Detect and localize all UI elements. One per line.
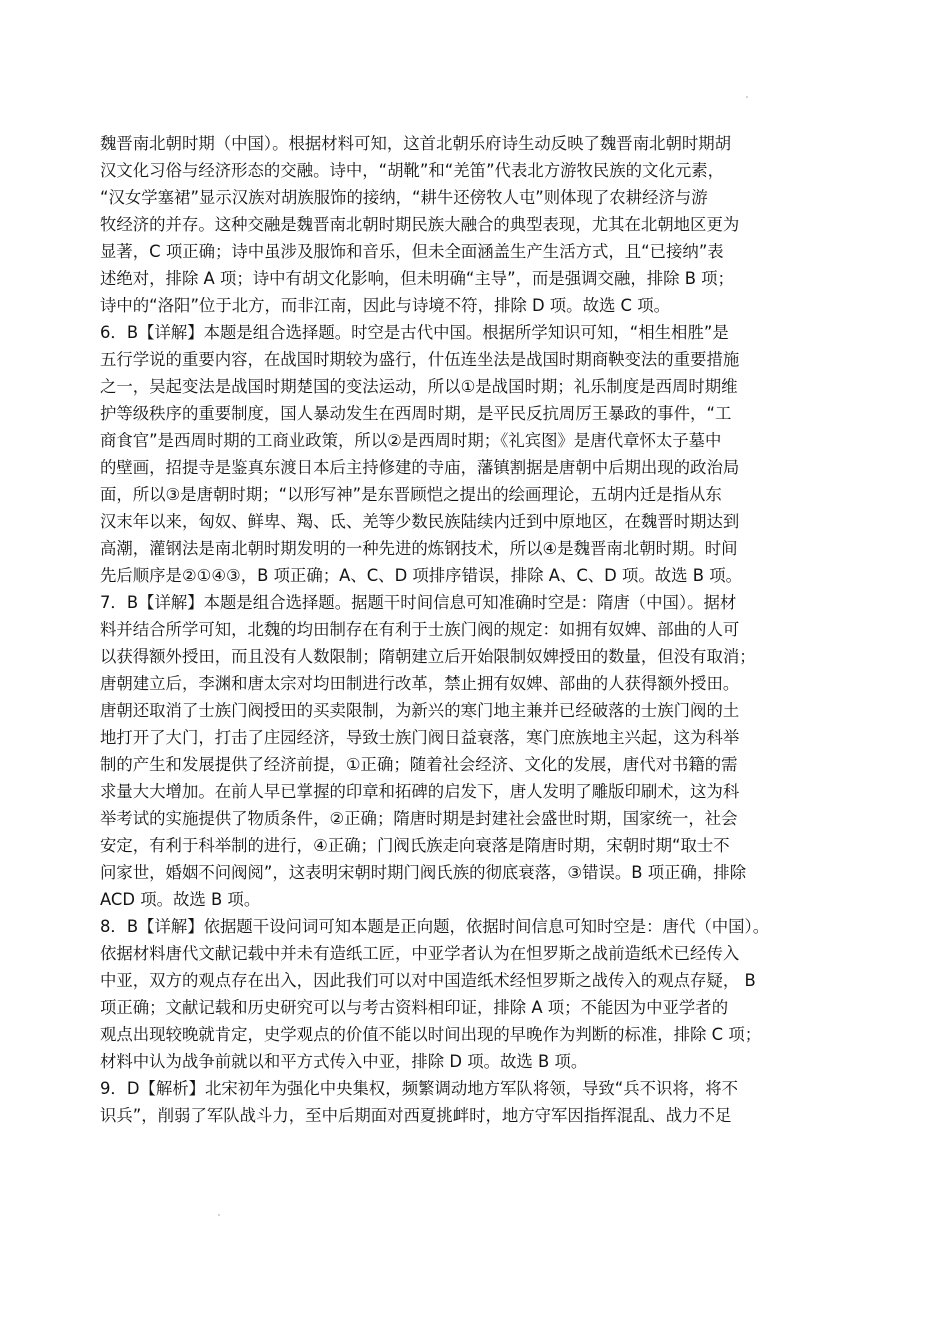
text-line: 以获得额外授田，而且没有人数限制；隋朝建立后开始限制奴婢授田的数量，但没有取消； xyxy=(100,647,756,666)
text-line: 面，所以③是唐朝时期；“以形写神”是东晋顾恺之提出的绘画理论，五胡内迁是指从东 xyxy=(100,485,722,504)
scan-speck xyxy=(218,1214,220,1216)
text-line: 汉文化习俗与经济形态的交融。诗中，“胡靴”和“羌笛”代表北方游牧民族的文化元素， xyxy=(100,161,725,180)
text-line: 举考试的实施提供了物质条件，②正确；隋唐时期是封建社会盛世时期，国家统一，社会 xyxy=(100,809,738,828)
scan-speck xyxy=(746,96,748,98)
paragraph-question-8 xyxy=(100,913,860,1075)
text-line: 7．B【详解】本题是组合选择题。据题干时间信息可知准确时空是：隋唐（中国）。据材 xyxy=(100,593,737,612)
text-line: 8．B【详解】依据题干设问词可知本题是正向题，依据时间信息可知时空是：唐代（中国）。 xyxy=(100,917,770,936)
text-line: 商食官”是西周时期的工商业政策，所以②是西周时期；《礼宾图》是唐代章怀太子墓中 xyxy=(100,431,722,450)
text-line: 依据材料唐代文献记载中并未有造纸工匠，中亚学者认为在怛罗斯之战前造纸术已经传入 xyxy=(100,944,740,963)
text-line: 高潮，灌钢法是南北朝时期发明的一种先进的炼钢技术，所以④是魏晋南北朝时期。时间 xyxy=(100,539,738,558)
text-line: 识兵”，削弱了军队战斗力，至中后期面对西夏挑衅时，地方守军因指挥混乱、战力不足 xyxy=(100,1106,732,1125)
text-line: 6．B【详解】本题是组合选择题。时空是古代中国。根据所学知识可知，“相生相胜”是 xyxy=(100,323,729,342)
text-line: 魏晋南北朝时期（中国）。根据材料可知，这首北朝乐府诗生动反映了魏晋南北朝时期胡 xyxy=(100,134,732,153)
text-line: 之一，吴起变法是战国时期楚国的变法运动，所以①是战国时期；礼乐制度是西周时期维 xyxy=(100,377,738,396)
text-line: 项正确；文献记载和历史研究可以与考古资料相印证，排除 A 项；不能因为中亚学者的 xyxy=(100,998,729,1017)
text-line: 诗中的“洛阳”位于北方，而非江南，因此与诗境不符，排除 D 项。故选 C 项。 xyxy=(100,296,670,315)
text-line: 求量大大增加。在前人早已掌握的印章和拓碑的启发下，唐人发明了雕版印刷术，这为科 xyxy=(100,782,740,801)
text-line: ACD 项。故选 B 项。 xyxy=(100,890,261,909)
text-line: 地打开了大门，打击了庄园经济，导致士族门阀日益衰落，寒门庶族地主兴起，这为科举 xyxy=(100,728,740,747)
text-line: 料并结合所学可知，北魏的均田制存在有利于士族门阀的规定：如拥有奴婢、部曲的人可 xyxy=(100,620,740,639)
text-line: 中亚，双方的观点存在出入，因此我们可以对中国造纸术经怛罗斯之战传入的观点存疑， B xyxy=(100,971,756,990)
text-line: 牧经济的并存。这种交融是魏晋南北朝时期民族大融合的典型表现，尤其在北朝地区更为 xyxy=(100,215,740,234)
text-line: 观点出现较晚就肯定，史学观点的价值不能以时间出现的早晚作为判断的标准，排除 C 项； xyxy=(100,1025,762,1044)
text-line: 制的产生和发展提供了经济前提，①正确；随着社会经济、文化的发展，唐代对书籍的需 xyxy=(100,755,738,774)
text-line: 唐朝还取消了士族门阀授田的买卖限制，为新兴的寒门地主兼并已经破落的士族门阀的土 xyxy=(100,701,740,720)
paragraph-question-9 xyxy=(100,1075,860,1129)
text-line: 显著，C 项正确；诗中虽涉及服饰和音乐，但未全面涵盖生产生活方式，且“已接纳”表 xyxy=(100,242,724,261)
answer-explanations xyxy=(100,130,860,1129)
text-line: 护等级秩序的重要制度，国人暴动发生在西周时期，是平民反抗周厉王暴政的事件，“工 xyxy=(100,404,732,423)
text-line: 的壁画，招提寺是鉴真东渡日本后主持修建的寺庙，藩镇割据是唐朝中后期出现的政治局 xyxy=(100,458,740,477)
text-line: 材料中认为战争前就以和平方式传入中亚，排除 D 项。故选 B 项。 xyxy=(100,1052,588,1071)
text-line: 五行学说的重要内容，在战国时期较为盛行，什伍连坐法是战国时期商鞅变法的重要措施 xyxy=(100,350,740,369)
paragraph-question-5-continued xyxy=(100,130,860,319)
text-line: “汉女学塞裙”显示汉族对胡族服饰的接纳，“耕牛还傍牧人屯”则体现了农耕经济与游 xyxy=(100,188,708,207)
text-line: 述绝对，排除 A 项；诗中有胡文化影响，但未明确“主导”，而是强调交融，排除 B 项； xyxy=(100,269,734,288)
text-line: 先后顺序是②①④③，B 项正确；A、C、D 项排序错误，排除 A、C、D 项。故选 B 项。 xyxy=(100,566,743,585)
text-line: 安定，有利于科举制的进行，④正确；门阀氏族走向衰落是隋唐时期，宋朝时期“取士不 xyxy=(100,836,730,855)
text-line: 汉末年以来，匈奴、鲜卑、羯、氐、羌等少数民族陆续内迁到中原地区，在魏晋时期达到 xyxy=(100,512,740,531)
text-line: 9．D【解析】北宋初年为强化中央集权，频繁调动地方军队将领，导致“兵不识将，将不 xyxy=(100,1079,738,1098)
paragraph-question-7 xyxy=(100,589,860,913)
text-line: 唐朝建立后，李渊和唐太宗对均田制进行改革，禁止拥有奴婢、部曲的人获得额外授田。 xyxy=(100,674,740,693)
text-line: 问家世，婚姻不问阀阅”，这表明宋朝时期门阀氏族的彻底衰落，③错误。B 项正确，排除 xyxy=(100,863,747,882)
paragraph-question-6 xyxy=(100,319,860,589)
